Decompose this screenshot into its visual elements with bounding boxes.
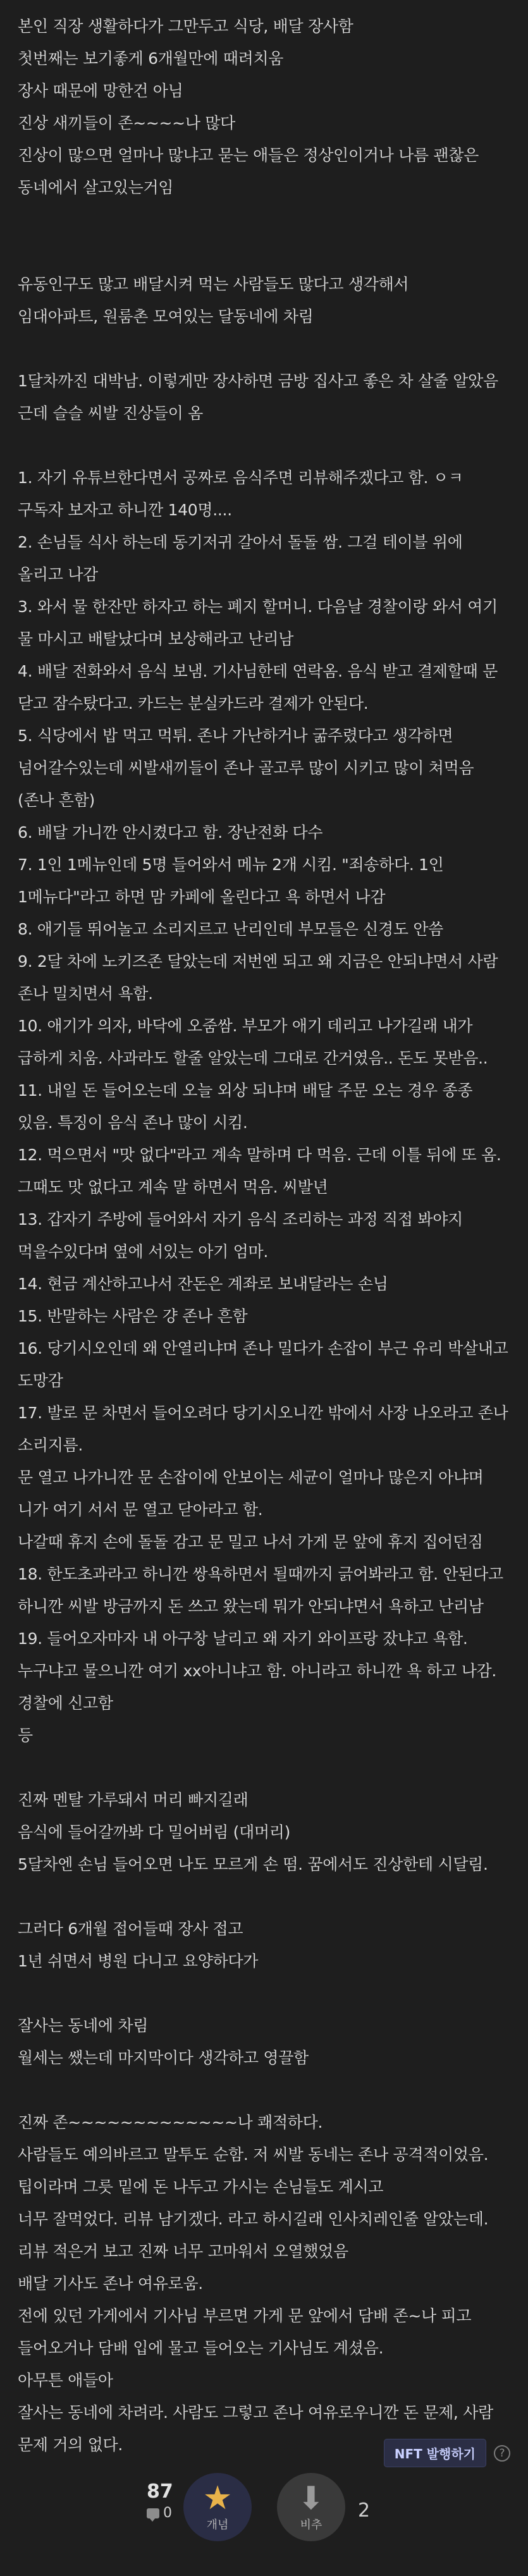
post-paragraph: 3. 와서 물 한잔만 하자고 하는 폐지 할머니. 다음날 경찰이랑 와서 여기 물 마시고 배탈났다며 보상해라고 난리남: [18, 598, 498, 648]
blank-line: [18, 2074, 510, 2106]
post-paragraph: 임대아파트, 원룸촌 모여있는 달동네에 차림: [18, 307, 314, 326]
post-paragraph: 12. 먹으면서 "맛 없다"라고 계속 말하며 다 먹음. 근데 이틀 뒤에 또 옴. 그때도 맛 없다고 계속 말 하면서 먹음. 씨발년: [18, 1146, 501, 1196]
post-paragraph: 진상이 많으면 얼마나 많냐고 묻는 애들은 정상인이거나 나름 괜찮은 동네에서 살고있는거임: [18, 146, 479, 197]
post-paragraph: 1. 자기 유튜브한다면서 공짜로 음식주면 리뷰해주겠다고 함. ㅇㅋ 구독자 보자고 하니깐 140명....: [18, 469, 464, 519]
post-paragraph: 15. 반말하는 사람은 걍 존나 흔함: [18, 1307, 248, 1325]
post-paragraph: 2. 손님들 식사 하는데 동기저귀 갈아서 돌돌 쌈. 그걸 테이블 위에 올리고 나감: [18, 533, 463, 584]
score-count: 87: [147, 2481, 173, 2503]
post-paragraph: 아무튼 애들아: [18, 2371, 113, 2389]
post-paragraph: 근데 슬슬 씨발 진상들이 옴: [18, 404, 203, 422]
post-paragraph: 18. 한도초과라고 하니깐 쌍욕하면서 될때까지 긁어봐라고 함. 안된다고 하니깐 씨발 방금까지 돈 쓰고 왔는데 뭐가 안되냐면서 욕하고 난리남: [18, 1565, 503, 1616]
post-paragraph: 9. 2달 차에 노키즈존 달았는데 저번엔 되고 왜 지금은 안되냐면서 사람 존나 밀치면서 욕함.: [18, 952, 498, 1003]
post-paragraph: 장사 때문에 망한건 아님: [18, 82, 183, 100]
post-paragraph: 음식에 들어갈까봐 다 밀어버림 (대머리): [18, 1823, 291, 1841]
comment-icon: [147, 2508, 159, 2518]
star-icon: ★: [202, 2479, 233, 2517]
post-paragraph: 월세는 쌨는데 마지막이다 생각하고 영끌함: [18, 2049, 309, 2067]
post-paragraph: 8. 애기들 뛰어놀고 소리지르고 난리인데 부모들은 신경도 안씀: [18, 920, 444, 938]
upvote-label: 개념: [206, 2518, 229, 2532]
post-stats: [147, 2481, 173, 2521]
post-paragraph: 1달차까진 대박남. 이렇게만 장사하면 금방 집사고 좋은 차 살줄 알았음: [18, 372, 498, 390]
downvote-count: 2: [358, 2499, 371, 2522]
nft-mint-button[interactable]: NFT 발행하기: [384, 2439, 486, 2467]
downvote-label: 비추: [300, 2518, 322, 2532]
arrow-down-icon: ⬇: [298, 2480, 324, 2517]
nft-area: [384, 2439, 510, 2467]
upvote-button[interactable]: [183, 2473, 252, 2541]
post-body: [18, 10, 510, 2461]
blank-line: [18, 1880, 510, 1913]
blank-line: [18, 1977, 510, 2009]
post-paragraph: 첫번째는 보기좋게 6개월만에 때려치움: [18, 49, 284, 68]
post-paragraph: 7. 1인 1메뉴인데 5명 들어와서 메뉴 2개 시킴. "죄송하다. 1인 1메뉴다"라고 하면 맘 카페에 올린다고 욕 하면서 나감: [18, 856, 444, 906]
post-paragraph: 팁이라며 그릇 밑에 돈 나두고 가시는 손님들도 계시고: [18, 2178, 384, 2196]
post-paragraph: 10. 애기가 의자, 바닥에 오줌쌈. 부모가 애기 데리고 나가길래 내가 급하게 치움. 사과라도 할줄 알았는데 그대로 간거였음.. 돈도 못받음..: [18, 1017, 488, 1067]
post-paragraph: 진짜 존~~~~~~~~~~~~~나 쾌적하다.: [18, 2113, 323, 2131]
post-paragraph: 그러다 6개월 접어들때 장사 접고: [18, 1920, 243, 1938]
vote-bar: [0, 2469, 528, 2558]
post-paragraph: 13. 갑자기 주방에 들어와서 자기 음식 조리하는 과정 직접 봐야지 먹을수있다며 옆에 서있는 아기 엄마.: [18, 1210, 463, 1261]
post-paragraph: 11. 내일 돈 들어오는데 오늘 외상 되냐며 배달 주문 오는 경우 종종 있음. 특징이 음식 존나 많이 시킴.: [18, 1081, 473, 1132]
post-paragraph: 본인 직장 생활하다가 그만두고 식당, 배달 장사함: [18, 17, 353, 35]
post-paragraph: 사람들도 예의바르고 말투도 순함. 저 씨발 동네는 존나 공격적이었음.: [18, 2145, 489, 2164]
comment-count: [147, 2505, 173, 2521]
post-paragraph: 19. 들어오자마자 내 아구창 날리고 왜 자기 와이프랑 잤냐고 욕함. 누구냐고 물으니깐 여기 xx아니냐고 함. 아니라고 하니깐 욕 하고 나감. 경찰에 신고함: [18, 1629, 497, 1712]
post-paragraph: 14. 현금 계산하고나서 잔돈은 계좌로 보내달라는 손님: [18, 1275, 388, 1293]
blank-line: [18, 1751, 510, 1784]
post-paragraph: 5달차엔 손님 들어오면 나도 모르게 손 떰. 꿈에서도 진상한테 시달림.: [18, 1855, 488, 1874]
blank-line: [18, 204, 510, 236]
post-paragraph: 17. 발로 문 차면서 들어오려다 당기시오니깐 밖에서 사장 나오라고 존나 소리지름.: [18, 1404, 508, 1454]
post-paragraph: 진짜 멘탈 가루돼서 머리 빠지길래: [18, 1791, 249, 1809]
blank-line: [18, 429, 510, 462]
post-paragraph: 전에 있던 가게에서 기사님 부르면 가게 문 앞에서 담배 존~나 피고 들어오거나 담배 입에 물고 들어오는 기사님도 계셨음.: [18, 2307, 472, 2357]
post-paragraph: 등: [18, 1726, 33, 1745]
help-icon[interactable]: ?: [494, 2445, 510, 2462]
post-paragraph: 1년 쉬면서 병원 다니고 요양하다가: [18, 1952, 259, 1970]
blank-line: [18, 236, 510, 268]
post-paragraph: 5. 식당에서 밥 먹고 먹튀. 존나 가난하거나 굶주렸다고 생각하면 넘어갈수있는데 씨발새끼들이 존나 골고루 많이 시키고 많이 쳐먹음 (존나 흔함): [18, 727, 474, 809]
post-paragraph: 유동인구도 많고 배달시켜 먹는 사람들도 많다고 생각해서: [18, 275, 409, 293]
blank-line: [18, 333, 510, 365]
post-paragraph: 16. 당기시오인데 왜 안열리냐며 존나 밀다가 손잡이 부근 유리 박살내고 도망감: [18, 1339, 508, 1390]
post-paragraph: 너무 잘먹었다. 리뷰 남기겠다. 라고 하시길래 인사치레인줄 알았는데. 리뷰 적은거 보고 진짜 너무 고마워서 오열했었음: [18, 2210, 489, 2260]
post-paragraph: 나갈때 휴지 손에 돌돌 감고 문 밀고 나서 가게 문 앞에 휴지 집어던짐: [18, 1533, 483, 1551]
comment-count-value: 0: [163, 2505, 172, 2521]
downvote-button[interactable]: [277, 2473, 345, 2541]
post-paragraph: 잘사는 동네에 차려라. 사람도 그렇고 존나 여유로우니깐 돈 문제, 사람 문제 거의 없다.: [18, 2403, 493, 2454]
post-paragraph: 6. 배달 가니깐 안시켰다고 함. 장난전화 다수: [18, 823, 323, 842]
post-paragraph: 문 열고 나가니깐 문 손잡이에 안보이는 세균이 얼마나 많은지 아냐며 니가 여기 서서 문 열고 닫아라고 함.: [18, 1468, 484, 1519]
post-paragraph: 4. 배달 전화와서 음식 보냄. 기사님한테 연락옴. 음식 받고 결제할때 문 닫고 잠수탔다고. 카드는 분실카드라 결제가 안된다.: [18, 662, 498, 713]
post-paragraph: 잘사는 동네에 차림: [18, 2016, 149, 2035]
post-paragraph: 진상 새끼들이 존~~~~나 많다: [18, 114, 236, 132]
post-paragraph: 배달 기사도 존나 여유로움.: [18, 2274, 203, 2293]
